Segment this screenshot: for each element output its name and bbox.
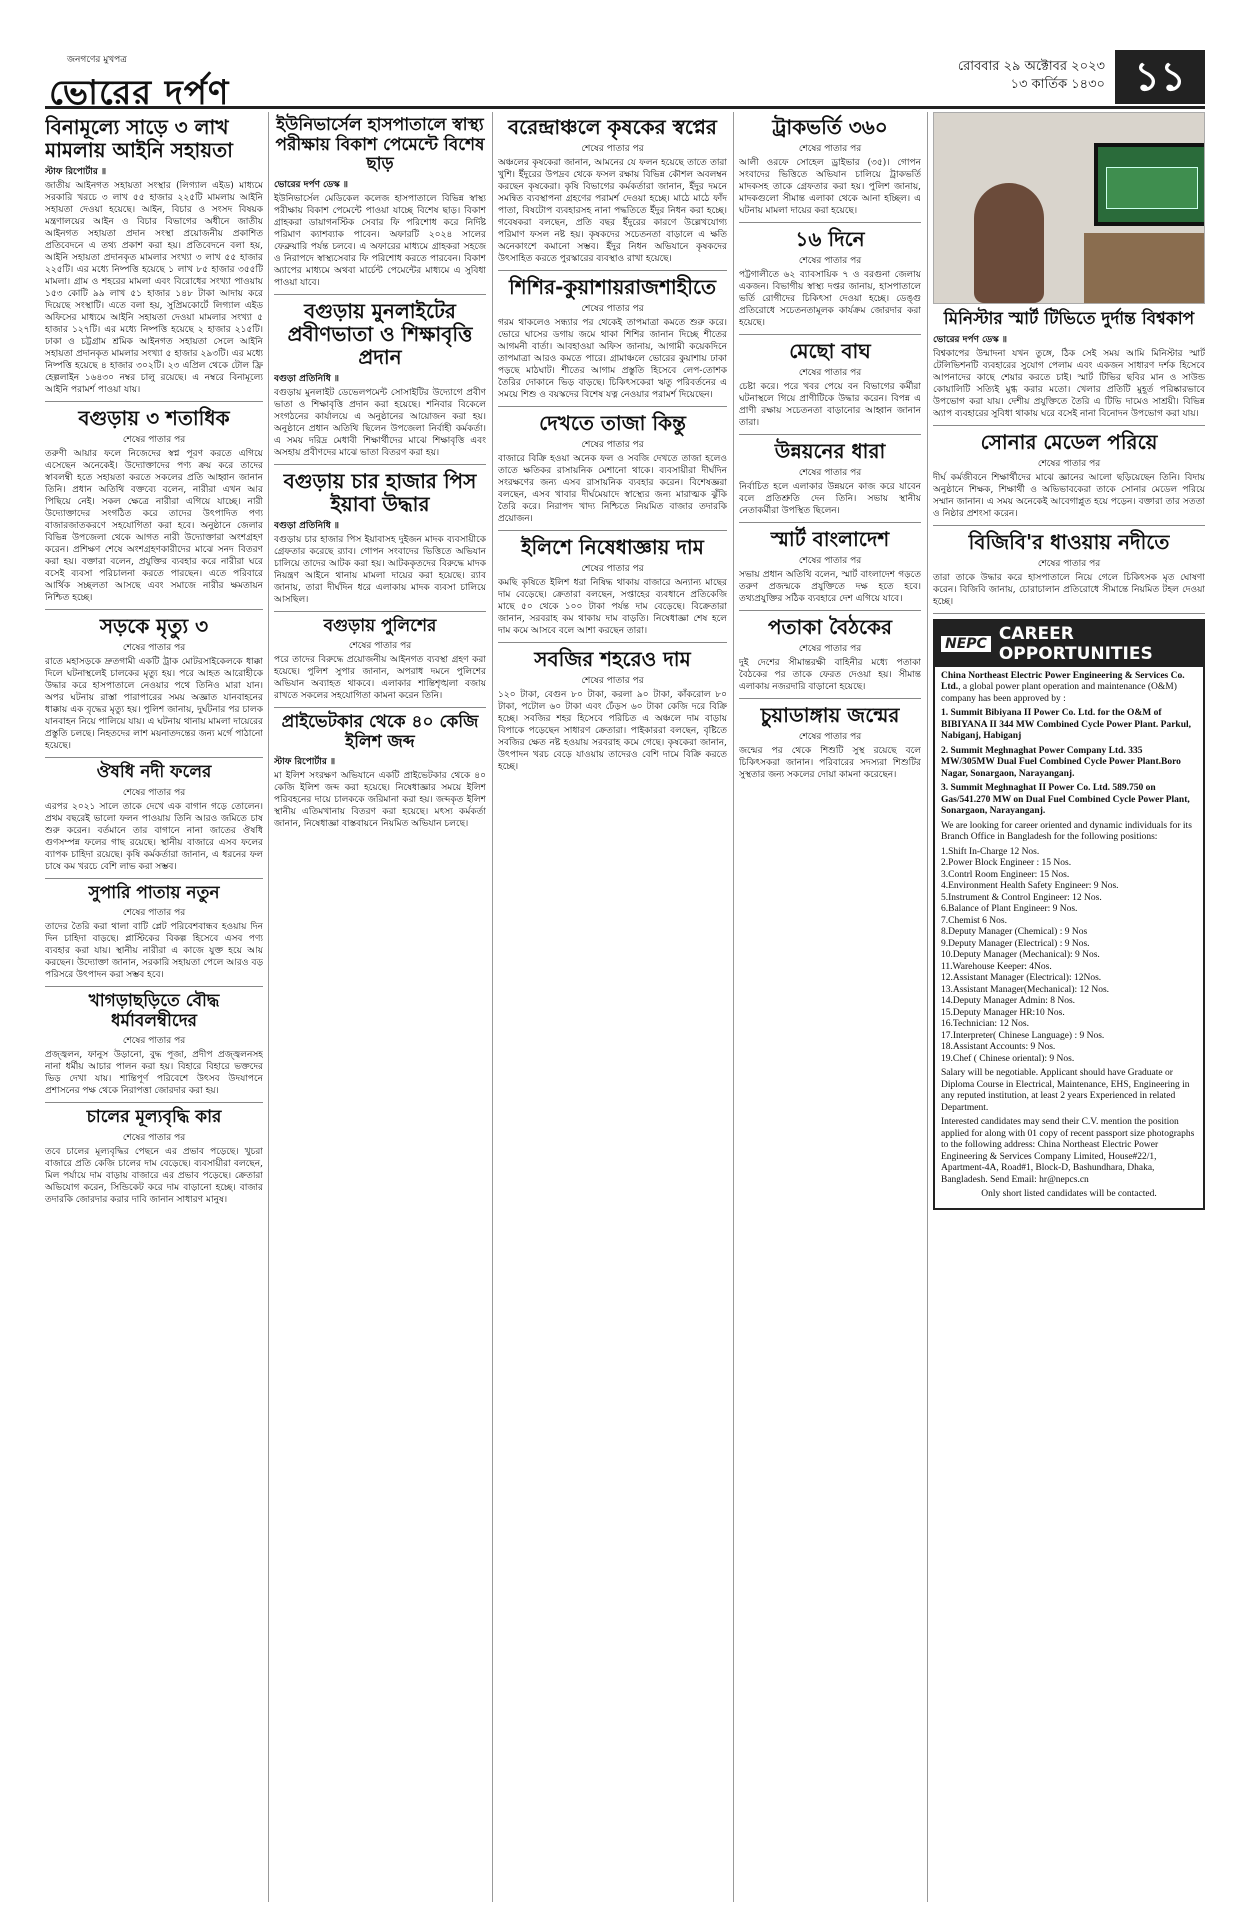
headline-hilsa-ban-price: ইলিশে নিষেধাজ্ঞায় দাম xyxy=(521,535,704,559)
continued-label: শেষের পাতার পর xyxy=(581,304,644,314)
article-text: আলী ওরফে সোহেল ড্রাইভার (৩৫)। গোপন সংবাদের ভিত্তিতে অভিযান চালিয়ে ট্রাকভর্তি মাদকসহ তাকে গ্রেফতার করা হয়। পুলিশ জানায়, মাদকগুলো সীমান্ত এলাকা থেকে আনা হচ্ছিল। এ ঘটনায় মামলা দায়ের করা হয়েছে। xyxy=(739,158,921,216)
continued-label: শেষের পাতার পর xyxy=(1037,558,1101,569)
application-instructions: Interested candidates may send their C.V. mention the position applied for along with 01 copy of recent passport size photographs to the following address: China Northeast Electric Power Engineering & Services Company Limited, House#22/1, Apartment-4A, Road#1, Block-D, Bashundhara, Dhaka, Bangladesh. Send Email: hr@nepcs.cn xyxy=(941,1117,1195,1185)
position-item: 19.Chef ( Chinese oriental): 9 Nos. xyxy=(941,1053,1075,1064)
column-rule xyxy=(733,112,734,1902)
article-text: অঞ্চলের কৃষকেরা জানান, আমনের যে ফলন হয়েছে তাতে তারা খুশি। ইঁদুরের উপদ্রব থেকে ফসল রক্ষায় বিভিন্ন কৌশল অবলম্বন করছেন কৃষকেরা। কৃষি বিভাগের কর্মকর্তারা জানান, ইঁদুর দমনে সমন্বিত ব্যবস্থাপনা গ্রহণের পরামর্শ দেওয়া হচ্ছে। মাঠে মাঠে ফাঁদ পাতা, বিষটোপ ব্যবহারসহ নানা পদ্ধতিতে ইঁদুর নিধন করা হচ্ছে। গবেষকরা বলছেন, প্রতি বছর ইঁদুরের কারণে উল্লেখযোগ্য পরিমাণ ফসল নষ্ট হয়। কৃষকদের সচেতনতা বাড়ালে এ ক্ষতি অনেকাংশে কমানো সম্ভব। ইঁদুর নিধন অভিযানে কৃষকদের উৎসাহিত করতে পুরস্কারের ব্যবস্থাও রাখা হয়েছে। xyxy=(498,158,727,264)
position-item: 14.Deputy Manager Admin: 8 Nos. xyxy=(941,996,1076,1007)
column-rule xyxy=(492,112,493,1902)
position-item: 7.Chemist 6 Nos. xyxy=(941,915,1007,926)
article-text: তারা তাকে উদ্ধার করে হাসপাতালে নিয়ে গেলে চিকিৎসক মৃত ঘোষণা করেন। বিজিবি জানায়, চোরাচালান প্রতিরোধে সীমান্তে নিয়মিত টহল দেওয়া হচ্ছে। xyxy=(933,572,1205,607)
divider xyxy=(274,294,486,295)
continued-label: শেষের পাতার পর xyxy=(798,556,862,566)
byline: বগুড়া প্রতিনিধি ॥ xyxy=(274,520,339,531)
article-text: ইউনিভার্সেল মেডিকেল কলেজ হাসপাতালে বিভিন্ন স্বাস্থ্য পরীক্ষায় বিকাশ পেমেন্টে পাওয়া যাচ্ছে বিশেষ ছাড়। বিকাশ গ্রাহকরা ডায়াগনস্টিক সেবার ফি পরিশোধ করে নির্দিষ্ট পরিমাণ ক্যাশব্যাক পাবেন। অফারটি ২০২৪ সালের ফেব্রুয়ারি পর্যন্ত চলবে। এ অফারের মাধ্যমে গ্রাহকরা সহজে ও নিরাপদে স্বাস্থ্যসেবার ফি পরিশোধ করতে পারবেন। বিকাশ অ্যাপের মাধ্যমে অথবা মার্চেন্ট পেমেন্টের মাধ্যমে এ সুবিধা পাওয়া যাবে। xyxy=(274,193,486,288)
article-text: পরে তাদের বিরুদ্ধে প্রয়োজনীয় আইনগত ব্যবস্থা গ্রহণ করা হয়েছে। পুলিশ সুপার জানান, অপরাধ দমনে পুলিশের অভিযান অব্যাহত থাকবে। এলাকার শান্তিশৃঙ্খলা বজায় রাখতে সকলের সহযোগিতা কামনা করেন তিনি। xyxy=(274,655,486,702)
positions-intro: We are looking for career oriented and dynamic individuals for its Branch Office in Bangladesh for the following positions: xyxy=(941,820,1192,843)
position-item: 9.Deputy Manager (Electrical) : 9 Nos. xyxy=(941,938,1090,949)
divider xyxy=(498,530,727,531)
column-5 xyxy=(933,112,1205,1902)
headline-chuadanga-birth: চুয়াডাঙ্গায় জন্মের xyxy=(760,703,900,727)
company-desc: , a global power plant operation and maintenance (O&M) company has been approved by : xyxy=(941,682,1177,704)
article-text: সভায় প্রধান অতিথি বলেন, স্মার্ট বাংলাদেশ গড়তে তরুণ প্রজন্মকে প্রযুক্তিতে দক্ষ হতে হবে। তথ্যপ্রযুক্তির সঠিক ব্যবহারে দেশ এগিয়ে যাবে। xyxy=(739,570,921,604)
headline-minister-tv: মিনিস্টার স্মার্ট টিভিতে দুর্দান্ত বিশ্বকাপ xyxy=(943,309,1195,329)
position-item: 4.Environment Health Safety Engineer: 9 Nos. xyxy=(941,881,1119,892)
byline: স্টাফ রিপোর্টার ॥ xyxy=(274,757,336,768)
article-text: এরপর ২০২১ সালে তাকে দেখে এক বাগান গড়ে তোলেন। প্রথম বছরেই ভালো ফলন পাওয়ায় তিনি আরও জমিতে চাষ শুরু করেন। বর্তমানে তার বাগানে নানা জাতের ঔষধি গুণসম্পন্ন ফলের গাছ রয়েছে। স্থানীয় বাজারে এসব ফলের ব্যাপক চাহিদা রয়েছে। কৃষি কর্মকর্তারা জানান, এ ধরনের ফল চাষে কম খরচে বেশি লাভ করা সম্ভব। xyxy=(45,801,263,872)
smart-tv xyxy=(1094,143,1205,226)
article-text: চেষ্টা করে। পরে খবর পেয়ে বন বিভাগের কর্মীরা ঘটনাস্থলে গিয়ে প্রাণীটিকে উদ্ধার করেন। বিপন্ন এ প্রাণী রক্ষায় সচেতনতা বাড়ানোর আহ্বান জানান তারা। xyxy=(739,382,921,428)
plant-1: 1. Summit Bibiyana II Power Co. Ltd. for the O&M of BIBIYANA II 344 MW Combined Cycle Power Plant. Parkul, Nabiganj, Habiganj xyxy=(941,708,1192,742)
position-item: 1.Shift In-Charge 12 Nos. xyxy=(941,846,1040,857)
divider xyxy=(739,434,921,435)
continued-label: শেষের পাতার পর xyxy=(122,1036,186,1047)
continued-label: শেষের পাতার পর xyxy=(798,144,862,154)
date-bengali: ১৩ কার্তিক ১৪৩০ xyxy=(1010,77,1105,92)
cricket-field xyxy=(1106,167,1198,209)
headline-yaba-recovered: বগুড়ায় চার হাজার পিস ইয়াবা উদ্ধার xyxy=(283,468,477,516)
divider xyxy=(933,425,1205,426)
career-advertisement xyxy=(933,619,1205,1210)
headline-fishing-cat: মেছো বাঘ xyxy=(789,339,871,363)
byline: বগুড়া প্রতিনিধি ॥ xyxy=(274,373,339,384)
plant-3: 3. Summit Meghnaghat II Power Co. Ltd. 589.750 on Gas/541.270 MW on Dual Fuel Combined Cycle Power Plant, Sonargaon, Narayanganj. xyxy=(941,783,1190,817)
position-item: 13.Assistant Manager(Mechanical): 12 Nos. xyxy=(941,984,1110,995)
headline-bgb-chase: বিজিবি'র ধাওয়ায় নদীতে xyxy=(968,529,1170,554)
divider xyxy=(739,222,921,223)
position-item: 8.Deputy Manager (Chemical) : 9 Nos xyxy=(941,927,1088,938)
position-item: 12.Assistant Manager (Electrical): 12Nos. xyxy=(941,973,1102,984)
column-rule xyxy=(268,112,269,1902)
divider xyxy=(45,757,263,758)
headline-looks-fresh: দেখতে তাজা কিন্তু xyxy=(539,411,686,435)
byline: ভোরের দর্পণ ডেস্ক ॥ xyxy=(933,334,1008,345)
headline-hilsa-seized: প্রাইভেটকার থেকে ৪০ কেজি ইলিশ জব্দ xyxy=(281,712,479,752)
continued-label: শেষের পাতার পর xyxy=(798,368,862,378)
divider xyxy=(739,334,921,335)
divider xyxy=(498,270,727,271)
headline-dew-fog-rajshahi: শিশির-কুয়াশায়রাজশাহীতে xyxy=(508,275,716,299)
byline: স্টাফ রিপোর্টার ॥ xyxy=(45,167,107,177)
masthead xyxy=(45,50,1205,113)
divider xyxy=(498,642,727,643)
column-rule xyxy=(927,112,928,1902)
column-1 xyxy=(45,112,263,1902)
article-text: বাজারে বিক্রি হওয়া অনেক ফল ও সবজি দেখতে তাজা হলেও তাতে ক্ষতিকর রাসায়নিক মেশানো থাকে। ব্যবসায়ীরা দীর্ঘদিন সংরক্ষণের জন্য এসব রাসায়নিক ব্যবহার করেন। বিশেষজ্ঞরা বলছেন, এসব খাবার দীর্ঘমেয়াদে স্বাস্থ্যের জন্য মারাত্মক ঝুঁকি তৈরি করে। নিরাপদ খাদ্য নিশ্চিতে নিয়মিত বাজার তদারকি প্রয়োজন। xyxy=(498,454,727,524)
headline-gold-medal: সোনার মেডেল পরিয়ে xyxy=(980,429,1158,454)
byline: ভোরের দর্পণ ডেস্ক ॥ xyxy=(274,179,349,190)
continued-label: শেষের পাতার পর xyxy=(122,643,186,653)
position-item: 6.Balance of Plant Engineer: 9 Nos. xyxy=(941,904,1078,915)
viewer-figure xyxy=(974,183,1044,303)
divider xyxy=(45,878,263,879)
career-title: CAREER OPPORTUNITIES xyxy=(998,623,1153,664)
position-item: 3.Contrl Room Engineer: 15 Nos. xyxy=(941,869,1070,880)
continued-label: শেষের পাতার পর xyxy=(581,440,644,450)
headline-legal-aid: বিনামূল্যে সাড়ে ৩ লাখ মামলায় আইনি সহায়তা xyxy=(45,115,233,162)
continued-label: শেষের পাতার পর xyxy=(348,641,412,652)
continued-label: শেষের পাতার পর xyxy=(581,676,644,686)
career-header xyxy=(935,621,1203,667)
headline-bogura-police: বগুড়ায় পুলিশের xyxy=(323,615,437,636)
tv-stand xyxy=(1084,233,1205,304)
divider xyxy=(933,525,1205,526)
logo-text: ভোরের দর্পণ xyxy=(49,73,230,113)
divider xyxy=(274,611,486,612)
divider xyxy=(45,401,263,402)
date-gregorian: রোববার ২৯ অক্টোবর ২০২৩ xyxy=(957,59,1105,74)
article-text: গরম থাকলেও সন্ধ্যার পর থেকেই তাপমাত্রা কমতে শুরু করে। ভোরে ঘাসের ডগায় জমে থাকা শিশির জানান দিচ্ছে শীতের আগমনী বার্তা। আবহাওয়া অফিস জানায়, আগামী কয়েকদিনে তাপমাত্রা আরও কমতে পারে। গ্রামাঞ্চলে ভোরের কুয়াশায় ঢাকা পড়ছে মাঠঘাট। শীতের আগাম প্রস্তুতি হিসেবে লেপ-তোশক তৈরির দোকানে ভিড় বাড়ছে। চিকিৎসকেরা ঋতু পরিবর্তনের এ সময়ে শিশু ও বয়স্কদের বিশেষ যত্ন নেওয়ার পরামর্শ দিয়েছেন। xyxy=(498,318,727,400)
article-text: নির্বাচিত হলে এলাকার উন্নয়নে কাজ করে যাবেন বলে প্রতিশ্রুতি দেন তিনি। সভায় স্থানীয় নেতাকর্মীরা উপস্থিত ছিলেন। xyxy=(739,482,921,516)
divider xyxy=(739,610,921,611)
column-4 xyxy=(739,112,921,1902)
continued-label: শেষের পাতার পর xyxy=(1037,458,1101,469)
continued-label: শেষের পাতার পর xyxy=(581,564,644,574)
column-3 xyxy=(498,112,727,1902)
headline-vegetable-price: সবজির শহরেও দাম xyxy=(534,647,691,671)
nepc-logo: NEPC xyxy=(941,636,991,652)
headline-medicinal-fruit: ঔষধি নদী ফলের xyxy=(96,762,212,782)
column-2 xyxy=(274,112,486,1902)
position-item: 15.Deputy Manager HR:10 Nos. xyxy=(941,1007,1065,1018)
article-text: বগুড়ায় মুনলাইট ডেভেলপমেন্ট সোসাইটির উদ্যোগে প্রবীণ ভাতা ও শিক্ষাবৃত্তি প্রদান করা হয়েছে। শনিবার বিকেলে সংগঠনের কার্যালয়ে এ অনুষ্ঠানের আয়োজন করা হয়। অনুষ্ঠানে প্রধান অতিথি ছিলেন উপজেলা নির্বাহী কর্মকর্তা। এ সময় দরিদ্র মেধাবী শিক্ষার্থীদের মাঝে শিক্ষাবৃত্তি এবং অসহায় প্রবীণদের মাঝে ভাতা বিতরণ করা হয়। xyxy=(274,387,486,458)
article-text: বিশ্বকাপের উন্মাদনা যখন তুঙ্গে, ঠিক সেই সময় আমি মিনিস্টার স্মার্ট টেলিভিশনটি ব্যবহারের সুযোগ পেলাম এবং একজন সাধারণ দর্শক হিসেবে আপনাদের কাছে শেয়ার করতে চাই। স্মার্ট টিভির ছবির মান ও সাউন্ড কোয়ালিটি সত্যিই মুগ্ধ করার মতো। খেলার প্রতিটি মুহূর্ত পরিষ্কারভাবে উপভোগ করা যায়। দেশীয় প্রযুক্তিতে তৈরি এ টিভি দামেও সাশ্রয়ী। বিভিন্ন অ্যাপ ব্যবহারের সুবিধা থাকায় ঘরে বসেই নানা বিনোদন উপভোগ করা যায়। xyxy=(933,348,1205,419)
shortlist-note: Only short listed candidates will be contacted. xyxy=(981,1189,1157,1200)
headline-flag-meeting: পতাকা বৈঠকের xyxy=(767,615,893,639)
logo-tagline: জনগণের মুখপত্র xyxy=(67,55,127,65)
continued-label: শেষের পাতার পর xyxy=(122,435,186,445)
article-text: তরুণী আয়ার ফলে নিজেদের স্বপ্ন পূরণ করতে এগিয়ে এসেছেন অনেকেই। উদ্যোক্তাদের পণ্য ক্রয় করে তাদের স্বাবলম্বী হতে সহায়তা করতে সকলের প্রতি আহ্বান জানান তিনি। প্রধান অতিথি বক্তব্যে বলেন, নারীরা এখন আর পিছিয়ে নেই। সকল ক্ষেত্রে নারীরা এগিয়ে যাচ্ছে। নারী উদ্যোক্তাদের সংগঠিত করে তাদের উৎপাদিত পণ্য বাজারজাতকরণে সহযোগিতা করা হবে। অনুষ্ঠানে জেলার বিভিন্ন উপজেলা থেকে আগত নারী উদ্যোক্তারা অংশগ্রহণ করেন। প্রশিক্ষণ শেষে অংশগ্রহণকারীদের মাঝে সনদ বিতরণ করা হয়। বক্তারা বলেন, প্রযুক্তির ব্যবহার করে নারীরা ঘরে বসেই ব্যবসা পরিচালনা করতে পারছেন। এতে পরিবারে আর্থিক সচ্ছলতা আসছে এবং সমাজে নারীর ক্ষমতায়ন নিশ্চিত হচ্ছে। xyxy=(45,449,263,603)
divider xyxy=(45,1102,263,1103)
position-item: 5.Instrument & Control Engineer: 12 Nos. xyxy=(941,892,1102,903)
article-text: তাদের তৈরি করা থালা বাটি প্লেট পরিবেশবান্ধব হওয়ায় দিন দিন চাহিদা বাড়ছে। প্লাস্টিকের বিকল্প হিসেবে এসব পণ্য ব্যবহার করা যায়। স্থানীয় নারীরা এ কাজে যুক্ত হয়ে আয় করছেন। উদ্যোক্তা জানান, সরকারি সহায়তা পেলে আরও বড় পরিসরে উৎপাদন করা সম্ভব হবে। xyxy=(45,922,263,981)
career-intro xyxy=(941,671,1197,706)
tv-photo xyxy=(933,112,1205,304)
article-text: পট্টগালীতে ৬২ ব্যাবসায়িক ৭ ও বরগুনা জেলায় একজন। বিভাগীয় স্বাস্থ্য দপ্তর জানায়, হাসপাতালে ভর্তি রোগীদের চিকিৎসা দেওয়া হচ্ছে। ডেঙ্গু প্রতিরোধে সচেতনতামূলক কার্যক্রম জোরদার করা হয়েছে। xyxy=(739,270,921,328)
continued-label: শেষের পাতার পর xyxy=(798,256,862,266)
continued-label: শেষের পাতার পর xyxy=(122,787,186,798)
headline-road-death: সড়কে মৃত্যু ৩ xyxy=(99,614,209,638)
divider xyxy=(933,613,1205,614)
divider xyxy=(739,698,921,699)
continued-label: শেষের পাতার পর xyxy=(122,1132,186,1143)
divider xyxy=(274,464,486,465)
headline-bogura-women: বগুড়ায় ৩ শতাধিক xyxy=(78,406,230,430)
position-item: 16.Technician: 12 Nos. xyxy=(941,1019,1029,1030)
article-text: তবে চালের মূল্যবৃদ্ধির পেছনে এর প্রভাব পড়েছে। খুচরা বাজারে প্রতি কেজি চালের দাম বেড়েছে। ব্যবসায়ীরা বলছেন, মিল পর্যায়ে দাম বাড়ায় বাজারে এর প্রভাব পড়েছে। ক্রেতারা অভিযোগ করেন, সিন্ডিকেট করে দাম বাড়ানো হচ্ছে। বাজার তদারকি জোরদার করার দাবি জানান সাধারণ মানুষ। xyxy=(45,1146,263,1205)
article-text: রাতে মহাসড়কে দ্রুতগামী একটি ট্রাক মোটরসাইকেলকে ধাক্কা দিলে ঘটনাস্থলেই চালকের মৃত্যু হয়। পরে আহত আরোহীকে উদ্ধার করে হাসপাতালে নেওয়ার পথে তিনিও মারা যান। অপর ঘটনায় রাস্তা পারাপারের সময় অজ্ঞাত যানবাহনের ধাক্কায় এক বৃদ্ধের মৃত্যু হয়। পুলিশ জানায়, দুর্ঘটনার পর চালক যানবাহন নিয়ে পালিয়ে যায়। এ ঘটনায় থানায় মামলা দায়েরের প্রস্তুতি চলছে। নিহতদের লাশ ময়নাতদন্তের জন্য মর্গে পাঠানো হয়েছে। xyxy=(45,657,263,751)
article-text: ১২০ টাকা, বেগুন ৮০ টাকা, করলা ৯০ টাকা, কাঁকরোল ৮০ টাকা, পটোল ৬০ টাকা এবং ঢেঁড়স ৬০ টাকা কেজি দরে বিক্রি হচ্ছে। সবজির শহর হিসেবে পরিচিত এ অঞ্চলে দাম বাড়ায় বিপাকে পড়েছেন সাধারণ ক্রেতারা। পাইকাররা বলছেন, বৃষ্টিতে সবজির ক্ষেত নষ্ট হওয়ায় সরবরাহ কমে গেছে। কৃষকেরা জানান, উৎপাদন খরচ বেড়ে যাওয়ায় তাদেরও বেশি দামে বিক্রি করতে হচ্ছে। xyxy=(498,690,727,772)
article-text: জাতীয় আইনগত সহায়তা সংস্থার (লিগ্যাল এইড) মাধ্যমে সরকারি খরচে ৩ লাখ ৫৫ হাজার ২২৫টি মামলায় আইনি সহায়তা দেওয়া হয়েছে। আইন, বিচার ও সংসদ বিষয়ক মন্ত্রণালয়ের আইন ও বিচার বিভাগের অধীনে জাতীয় আইনগত সহায়তা প্রদান সংস্থা প্রয়োজনীয় প্রকাশিত প্রতিবেদনে এ তথ্য প্রকাশ করা হয়। প্রতিবেদনে বলা হয়, আইনি সহায়তা প্রদানকৃত মামলার সংখ্যা ৩ লাখ ৫৫ হাজার ২২৫টি। এর মধ্যে নিষ্পত্তি হয়েছে ১ লাখ ৮৫ হাজার ৩৫৫টি মামলা। গ্রাম ও শহরের মামলা এবং বিরোধের সংখ্যা পাওয়ায় ১৫৩ কোটি ৯৯ লাখ ৫১ হাজার ১৪৮ টাকা আদায় করে দিয়েছে সংস্থাটি। এতে বলা হয়, সুপ্রিমকোর্টে লিগ্যাল এইড অফিসের মাধ্যমে আইনি সহায়তা দেওয়া মামলার সংখ্যা ৫ হাজার ১২৭টি। এর মধ্যে নিষ্পত্তি হয়েছে ২ হাজার ২১৫টি। ঢাকা ও চট্টগ্রাম শ্রমিক আইনগত সহায়তা সেলে আইনি সহায়তা প্রদানকৃত মামলার সংখ্যা ৫ হাজার ২৯৩টি। এর মধ্যে নিষ্পত্তি হয়েছে ৪ হাজার ৩০২টি। ২৩ এপ্রিল থেকে টোল ফ্রি হেল্পলাইন ১৬৪৩০ নম্বর চালু রয়েছে। এ নম্বরে বিনামূল্যে আইনি পরামর্শ পাওয়া যায়। xyxy=(45,181,263,395)
plant-2: 2. Summit Meghnaghat Power Company Ltd. 335 MW/305MW Dual Fuel Combined Cycle Power Plant.Boro Nagar, Sonargaon, Narayanganj. xyxy=(941,745,1181,779)
headline-truck-360: ট্রাকভর্তি ৩৬০ xyxy=(772,115,888,139)
headline-moonlight-allowance: বগুড়ায় মুনলাইটের প্রবীণভাতা ও শিক্ষাবৃত্তি প্রদান xyxy=(287,298,473,369)
article-text: কমছি কৃষিতে ইলিশ ধরা নিষিদ্ধ থাকায় বাজারে অন্যান্য মাছের দাম বেড়েছে। ক্রেতারা বলছেন, সপ্তাহের ব্যবধানে প্রতিকেজি মাছে ৫০ থেকে ১০০ টাকা পর্যন্ত দাম বেড়েছে। বিক্রেতারা জানান, সরবরাহ কম থাকায় দাম বাড়তি। নিষেধাজ্ঞা শেষ হলে দাম কমে আসবে বলে আশা করছেন তারা। xyxy=(498,578,727,636)
continued-label: শেষের পাতার পর xyxy=(122,908,186,919)
headline-rice-price: চালের মূল্যবৃদ্ধি কার xyxy=(86,1107,222,1128)
continued-label: শেষের পাতার পর xyxy=(798,732,862,742)
article-text: দীর্ঘ কর্মজীবনে শিক্ষার্থীদের মাঝে জ্ঞানের আলো ছড়িয়েছেন তিনি। বিদায় অনুষ্ঠানে শিক্ষক, শিক্ষার্থী ও অভিভাবকেরা তাকে সোনার মেডেল পরিয়ে সম্মান জানান। এ সময় অনেকেই আবেগাপ্লুত হয়ে পড়েন। বক্তারা তার সততা ও নিষ্ঠার প্রশংসা করেন। xyxy=(933,472,1205,519)
headline-betel-leaf: সুপারি পাতায় নতুন xyxy=(88,882,220,903)
divider xyxy=(45,609,263,610)
position-item: 10.Deputy Manager (Mechanical): 9 Nos. xyxy=(941,950,1100,961)
continued-label: শেষের পাতার পর xyxy=(581,144,644,154)
divider xyxy=(45,986,263,987)
headline-development-trend: উন্নয়নের ধারা xyxy=(774,439,886,463)
article-text: বগুড়ায় চার হাজার পিস ইয়াবাসহ দুইজন মাদক ব্যবসায়ীকে গ্রেফতার করেছে র‌্যাব। গোপন সংবাদের ভিত্তিতে অভিযান চালিয়ে তাদের আটক করা হয়। আটককৃতদের বিরুদ্ধে মাদক নিয়ন্ত্রণ আইনে থানায় মামলা দায়ের করা হয়েছে। র‌্যাব জানায়, তারা দীর্ঘদিন ধরে এলাকায় মাদক ব্যবসা চালিয়ে আসছিল। xyxy=(274,534,486,605)
position-item: 11.Warehouse Keeper: 4Nos. xyxy=(941,961,1052,972)
divider xyxy=(739,522,921,523)
divider xyxy=(274,707,486,708)
positions-list xyxy=(941,847,1197,1066)
headline-universal-hospital: ইউনিভার্সেল হাসপাতালে স্বাস্থ্য পরীক্ষায় বিকাশ পেমেন্টে বিশেষ ছাড় xyxy=(275,115,485,175)
page-number: ১১ xyxy=(1115,50,1205,104)
continued-label: শেষের পাতার পর xyxy=(798,468,862,478)
date-box xyxy=(958,58,1105,94)
article-text: জন্মের পর থেকে শিশুটি সুস্থ রয়েছে বলে চিকিৎসকরা জানান। পরিবারের সদস্যরা শিশুটির সুস্থতার জন্য সকলের দোয়া কামনা করেছেন। xyxy=(739,746,921,780)
company-name: China Northeast Electric Power Engineering & Services Co. Ltd. xyxy=(941,670,1185,693)
article-text: প্রজ্জ্বলন, ফানুস উড়ানো, বুদ্ধ পূজা, প্রদীপ প্রজ্জ্বলনসহ নানা ধর্মীয় আচার পালন করা হয়। বিহারে বিহারে ভক্তদের ভিড় দেখা যায়। শান্তিপূর্ণ পরিবেশে উৎসব উদযাপনে প্রশাসনের পক্ষ থেকে নিরাপত্তা জোরদার করা হয়। xyxy=(45,1050,263,1097)
continued-label: শেষের পাতার পর xyxy=(798,644,862,654)
headline-khagrachari-buddhist: খাগড়াছড়িতে বৌদ্ধ ধর্মাবলম্বীদের xyxy=(88,991,220,1031)
article-text: দুই দেশের সীমান্তরক্ষী বাহিনীর মধ্যে পতাকা বৈঠকের পর তাকে ফেরত দেওয়া হয়। সীমান্ত এলাকায় নজরদারি বাড়ানো হয়েছে। xyxy=(739,658,921,692)
divider xyxy=(498,406,727,407)
position-item: 17.Interpreter( Chinese Language) : 9 Nos. xyxy=(941,1030,1105,1041)
headline-barind-farmers: বরেন্দ্রাঞ্চলে কৃষকের স্বপ্নের xyxy=(508,115,717,139)
position-item: 2.Power Block Engineer : 15 Nos. xyxy=(941,858,1072,869)
headline-16-days: ১৬ দিনে xyxy=(795,227,865,251)
salary-note: Salary will be negotiable. Applicant should have Graduate or Diploma Course in Electrical, Maintenance, EHS, Engineering in any reputed institution, at least 2 years Experienced in related Department. xyxy=(941,1068,1190,1113)
headline-smart-bangladesh: স্মার্ট বাংলাদেশ xyxy=(770,527,890,551)
position-item: 18.Assistant Accounts: 9 Nos. xyxy=(941,1042,1056,1053)
article-text: মা ইলিশ সংরক্ষণ অভিযানে একটি প্রাইভেটকার থেকে ৪০ কেজি ইলিশ জব্দ করা হয়েছে। নিষেধাজ্ঞার সময়ে ইলিশ পরিবহনের দায়ে চালককে জরিমানা করা হয়। জব্দকৃত ইলিশ স্থানীয় এতিমখানায় বিতরণ করা হয়েছে। মৎস্য কর্মকর্তা জানান, নিষেধাজ্ঞা বাস্তবায়নে নিয়মিত অভিযান চলছে। xyxy=(274,771,486,830)
